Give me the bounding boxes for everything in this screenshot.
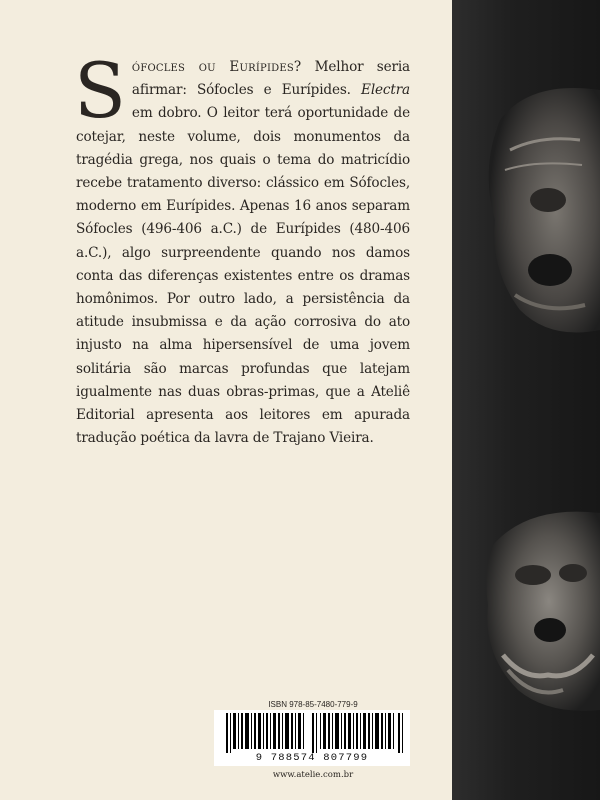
blurb-text-1: Melhor seria afirmar: Sófocles e Eurípides. [131,59,410,99]
drop-cap: S [74,46,126,135]
blurb-paragraph [74,46,410,450]
mask-bottom-image [478,505,600,715]
barcode-image [226,713,406,753]
blurb-title: ófocles ou Eurípides? [131,59,302,75]
blurb-italic-title: Electra [361,82,410,99]
mask-top-image [470,80,600,340]
barcode-number: 9 788574 807799 [255,752,369,764]
website-url: www.atelie.com.br [272,770,354,780]
isbn-label: ISBN 978-85-7480-779-9 [268,700,358,709]
blurb-text-2: em dobro. O leitor terá oportunidade de cotejar, neste volume, dois monumentos da tragédia grega, nos quais o tema do matricídio recebe tratamento diverso: clássico em Sófocles, moderno em Eurípides. Apenas 16 anos separam Sófocles (496-406 a.C.) de Eurípides (480-406 a.C.), algo surpreendente quando nos damos conta das diferenças existentes entre os dramas homônimos. Por outro lado, a persistência da atitude insubmissa e da ação corrosiva do ato injusto na alma hipersensível de uma jovem solitária são marcas profundas que latejam igualmente nas duas obras-primas, que a Ateliê Editorial apresenta aos leitores em apurada tradução poética da lavra de Trajano Vieira. [76,105,410,447]
